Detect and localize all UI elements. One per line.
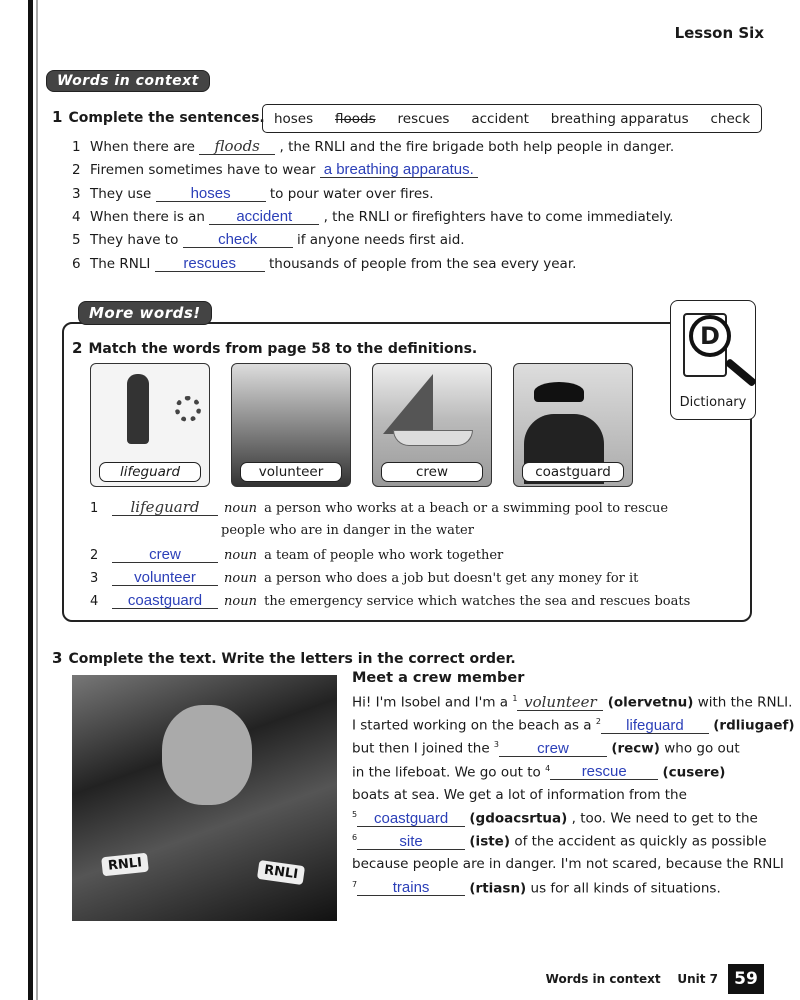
sentence xyxy=(72,139,674,155)
blank-number: 3 xyxy=(493,740,500,750)
sentence xyxy=(72,256,576,272)
answer-blank[interactable]: crew xyxy=(499,741,607,757)
definition-text: a person who works at a beach or a swimming pool to rescue xyxy=(264,501,669,516)
sentence-text-after: if anyone needs first aid. xyxy=(296,232,465,249)
story-line xyxy=(352,740,740,757)
story-text-after: who go out xyxy=(664,740,740,757)
sentence-number: 6 xyxy=(72,255,81,272)
sentence xyxy=(72,209,673,225)
story-text-after: of the accident as quickly as possible xyxy=(514,833,767,850)
answer-blank[interactable]: lifeguard xyxy=(601,718,709,734)
blank-number: 5 xyxy=(352,810,358,819)
story-text-after: with the RNLI. xyxy=(697,694,793,711)
definition-text: the emergency service which watches the sea and rescues boats xyxy=(264,594,691,609)
definition-text: a team of people who work together xyxy=(264,548,504,563)
definition-number: 2 xyxy=(90,548,99,563)
sentence-text-before: They use xyxy=(90,185,152,202)
scrambled-clue: (iste) xyxy=(469,833,511,850)
definition xyxy=(90,547,503,563)
picture-label: lifeguard xyxy=(99,462,201,482)
answer-blank[interactable]: site xyxy=(357,834,465,850)
exercise-3-title xyxy=(52,649,516,667)
dictionary-letter: D xyxy=(689,315,731,357)
story-text-after: us for all kinds of situations. xyxy=(530,880,721,897)
sentence-number: 4 xyxy=(72,208,81,225)
picture-crew xyxy=(372,363,492,487)
sentence-text-before: When there is an xyxy=(90,208,205,225)
binding-shadow xyxy=(36,0,38,1000)
story-line xyxy=(352,717,795,734)
part-of-speech: noun xyxy=(224,594,257,609)
sentence-text-after: to pour water over fires. xyxy=(269,185,434,202)
word-bank-item: hoses xyxy=(273,110,314,127)
story-text-before: boats at sea. We get a lot of information from the xyxy=(352,786,687,803)
binding-edge xyxy=(28,0,33,1000)
exercise-2-title xyxy=(72,339,477,357)
part-of-speech: noun xyxy=(224,571,257,586)
story-title: Meet a crew member xyxy=(352,670,525,686)
sentence-text-before: The RNLI xyxy=(90,255,151,272)
word-bank-item: breathing apparatus xyxy=(550,110,689,127)
picture-volunteer xyxy=(231,363,351,487)
answer-blank[interactable]: floods xyxy=(199,139,275,155)
sentence-text-before: They have to xyxy=(90,232,179,249)
answer-blank[interactable]: coastguard xyxy=(357,811,465,827)
story-text-after: , too. We need to get to the xyxy=(571,810,758,827)
sentence-number: 5 xyxy=(72,232,81,249)
word-bank xyxy=(262,104,762,133)
picture-coastguard xyxy=(513,363,633,487)
story-text-before: but then I joined the xyxy=(352,740,490,757)
sentence-text-before: When there are xyxy=(90,139,195,155)
footer-unit: Unit 7 xyxy=(677,972,718,986)
scrambled-clue: (cusere) xyxy=(662,764,726,781)
answer-blank[interactable]: rescue xyxy=(550,764,658,780)
answer-blank[interactable]: a breathing apparatus. xyxy=(320,162,478,178)
definition xyxy=(90,570,638,586)
definition xyxy=(90,500,668,516)
answer-blank[interactable]: volunteer xyxy=(112,570,218,586)
exercise-instruction: Complete the text. Write the letters in the correct order. xyxy=(68,651,516,667)
answer-blank[interactable]: lifeguard xyxy=(112,500,218,516)
answer-blank[interactable]: accident xyxy=(209,209,319,225)
story-line xyxy=(352,764,725,781)
exercise-1-title xyxy=(52,108,265,126)
picture-label: crew xyxy=(381,462,483,482)
page-number: 59 xyxy=(728,964,764,994)
scrambled-clue: (rdliugaef) xyxy=(713,717,795,734)
answer-blank[interactable]: rescues xyxy=(155,256,265,272)
story-line xyxy=(352,787,687,803)
word-bank-item: check xyxy=(710,110,751,127)
story-line xyxy=(352,833,767,850)
part-of-speech: noun xyxy=(224,501,257,516)
sentence-number: 2 xyxy=(72,162,81,179)
answer-blank[interactable]: check xyxy=(183,232,293,248)
part-of-speech: noun xyxy=(224,548,257,563)
story-line xyxy=(352,694,792,711)
sentence-text-before: Firemen sometimes have to wear xyxy=(90,162,316,179)
sentence xyxy=(72,186,434,202)
exercise-instruction: Match the words from page 58 to the definitions. xyxy=(88,341,478,357)
definition-number: 3 xyxy=(90,571,99,586)
sentence xyxy=(72,232,465,248)
answer-blank[interactable]: hoses xyxy=(156,186,266,202)
sentence-text-after: , the RNLI or firefighters have to come immediately. xyxy=(323,208,674,225)
more-words-tag: More words! xyxy=(78,301,212,325)
picture-label: coastguard xyxy=(522,462,624,482)
footer-section: Words in context xyxy=(545,972,661,986)
answer-blank[interactable]: crew xyxy=(112,547,218,563)
definition xyxy=(90,593,690,609)
sentence-number: 1 xyxy=(72,139,81,155)
story-line xyxy=(352,810,758,827)
answer-blank[interactable]: volunteer xyxy=(517,695,603,711)
blank-number: 4 xyxy=(545,763,551,773)
definition-number: 1 xyxy=(90,501,99,516)
story-text-before: because people are in danger. I'm not scared, because the RNLI xyxy=(352,856,784,873)
footer xyxy=(546,972,718,986)
dictionary-label: Dictionary xyxy=(679,395,747,410)
definition-number: 4 xyxy=(90,594,99,609)
scrambled-clue: (rtiasn) xyxy=(469,880,527,897)
definition-text: a person who does a job but doesn't get any money for it xyxy=(264,571,639,586)
sentence xyxy=(72,162,478,178)
exercise-number: 2 xyxy=(72,339,83,357)
rnli-badge: RNLI xyxy=(257,860,305,885)
story-text-before: Hi! I'm Isobel and I'm a xyxy=(352,694,509,711)
scrambled-clue: (olervetnu) xyxy=(607,694,694,711)
sentence-number: 3 xyxy=(72,185,81,202)
dictionary-icon xyxy=(670,300,756,420)
sentence-text-after: thousands of people from the sea every year. xyxy=(268,255,577,272)
blank-number: 6 xyxy=(352,833,358,843)
rnli-badge: RNLI xyxy=(101,853,149,877)
sentence-text-after: , the RNLI and the fire brigade both help people in danger. xyxy=(279,139,675,155)
blank-number: 1 xyxy=(512,694,518,703)
story-line xyxy=(352,880,721,897)
scrambled-clue: (gdoacsrtua) xyxy=(469,810,568,827)
scrambled-clue: (recw) xyxy=(611,740,660,757)
answer-blank[interactable]: coastguard xyxy=(112,593,218,609)
story-text-before: I started working on the beach as a xyxy=(352,717,592,734)
exercise-instruction: Complete the sentences. xyxy=(68,110,265,126)
exercise-number: 1 xyxy=(52,108,63,126)
exercise-number: 3 xyxy=(52,649,63,667)
story-text-before: in the lifeboat. We go out to xyxy=(352,764,541,781)
lesson-title: Lesson Six xyxy=(674,24,764,42)
picture-lifeguard xyxy=(90,363,210,487)
word-bank-item: floods xyxy=(335,110,376,127)
picture-label: volunteer xyxy=(240,462,342,482)
blank-number: 2 xyxy=(595,717,601,727)
story-line xyxy=(352,856,784,872)
word-bank-item: accident xyxy=(471,110,529,127)
answer-blank[interactable]: trains xyxy=(357,880,465,896)
blank-number: 7 xyxy=(352,879,358,889)
word-bank-item: rescues xyxy=(397,110,450,127)
definition-text-continued: people who are in danger in the water xyxy=(221,523,474,538)
words-in-context-tag: Words in context xyxy=(46,70,210,92)
crew-member-photo xyxy=(72,675,337,921)
